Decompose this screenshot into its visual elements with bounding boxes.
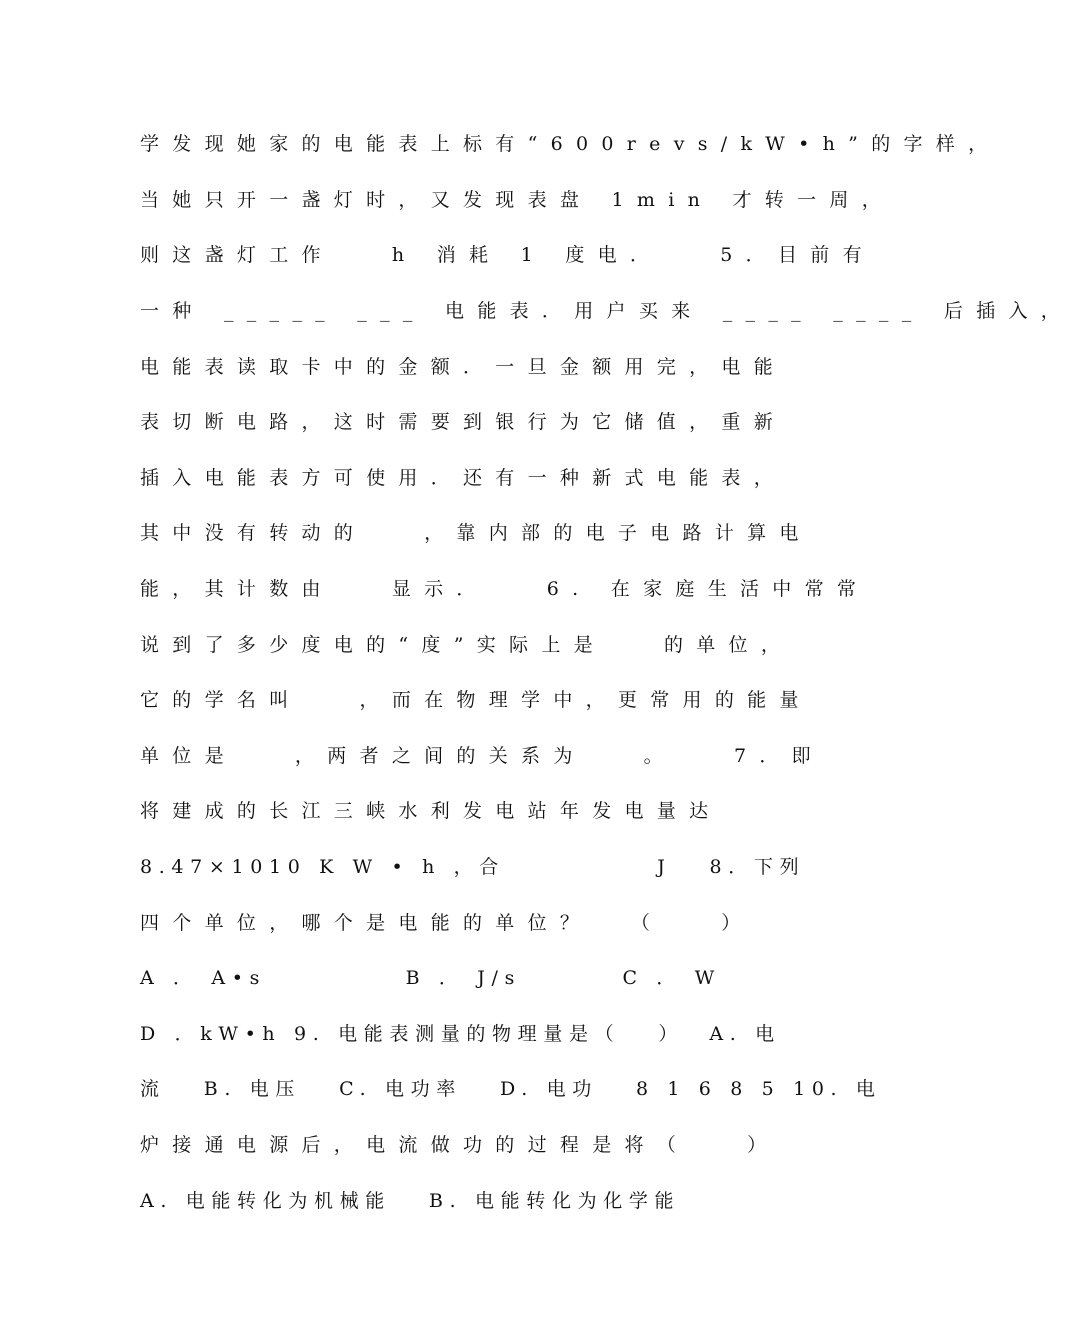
- text-line-10: 说到了多少度电的“度”实际上是 的单位，: [140, 634, 794, 656]
- text-line-3: 则这盏灯工作 h 消耗 1 度电． 5．目前有: [140, 244, 875, 266]
- text-line-16: A ． A•s B ． J/s C ． W: [140, 967, 721, 989]
- text-line-1: 学发现她家的电能表上标有“600revs/kW•h”的字样，: [140, 133, 1001, 155]
- text-line-14: 8.47×1010 K W • h ，合 J 8．下列: [140, 856, 806, 878]
- text-line-2: 当她只开一盏灯时，又发现表盘 1min 才转一周，: [140, 189, 894, 211]
- text-line-20: A. 电能转化为机械能 B. 电能转化为化学能: [140, 1190, 681, 1212]
- text-line-15: 四个单位，哪个是电能的单位？ （ ）: [140, 912, 754, 934]
- text-line-18: 流 B. 电压 C. 电功率 D. 电功 8 1 6 8 5 10. 电: [140, 1078, 882, 1100]
- text-line-9: 能，其计数由 显示． 6. 在家庭生活中常常: [140, 578, 870, 600]
- text-line-8: 其中没有转动的 ，靠内部的电子电路计算电: [140, 522, 812, 544]
- text-line-13: 将建成的长江三峡水利发电站年发电量达: [140, 800, 722, 822]
- text-line-12: 单位是 ，两者之间的关系为 。 7．即: [140, 745, 824, 767]
- text-line-11: 它的学名叫 ，而在物理学中，更常用的能量: [140, 689, 812, 711]
- text-line-4: 一种 _____ ___ 电能表．用户买来 ____ ____ 后插入，: [140, 300, 1073, 322]
- text-line-5: 电能表读取卡中的金额．一旦金额用完，电能: [140, 356, 787, 378]
- text-line-17: D ．kW•h 9. 电能表测量的物理量是（ ） A. 电: [140, 1023, 781, 1045]
- text-line-6: 表切断电路，这时需要到银行为它储值，重新: [140, 411, 787, 433]
- text-line-7: 插入电能表方可使用．还有一种新式电能表，: [140, 467, 787, 489]
- text-line-19: 炉接通电源后，电流做功的过程是将（ ）: [140, 1134, 780, 1156]
